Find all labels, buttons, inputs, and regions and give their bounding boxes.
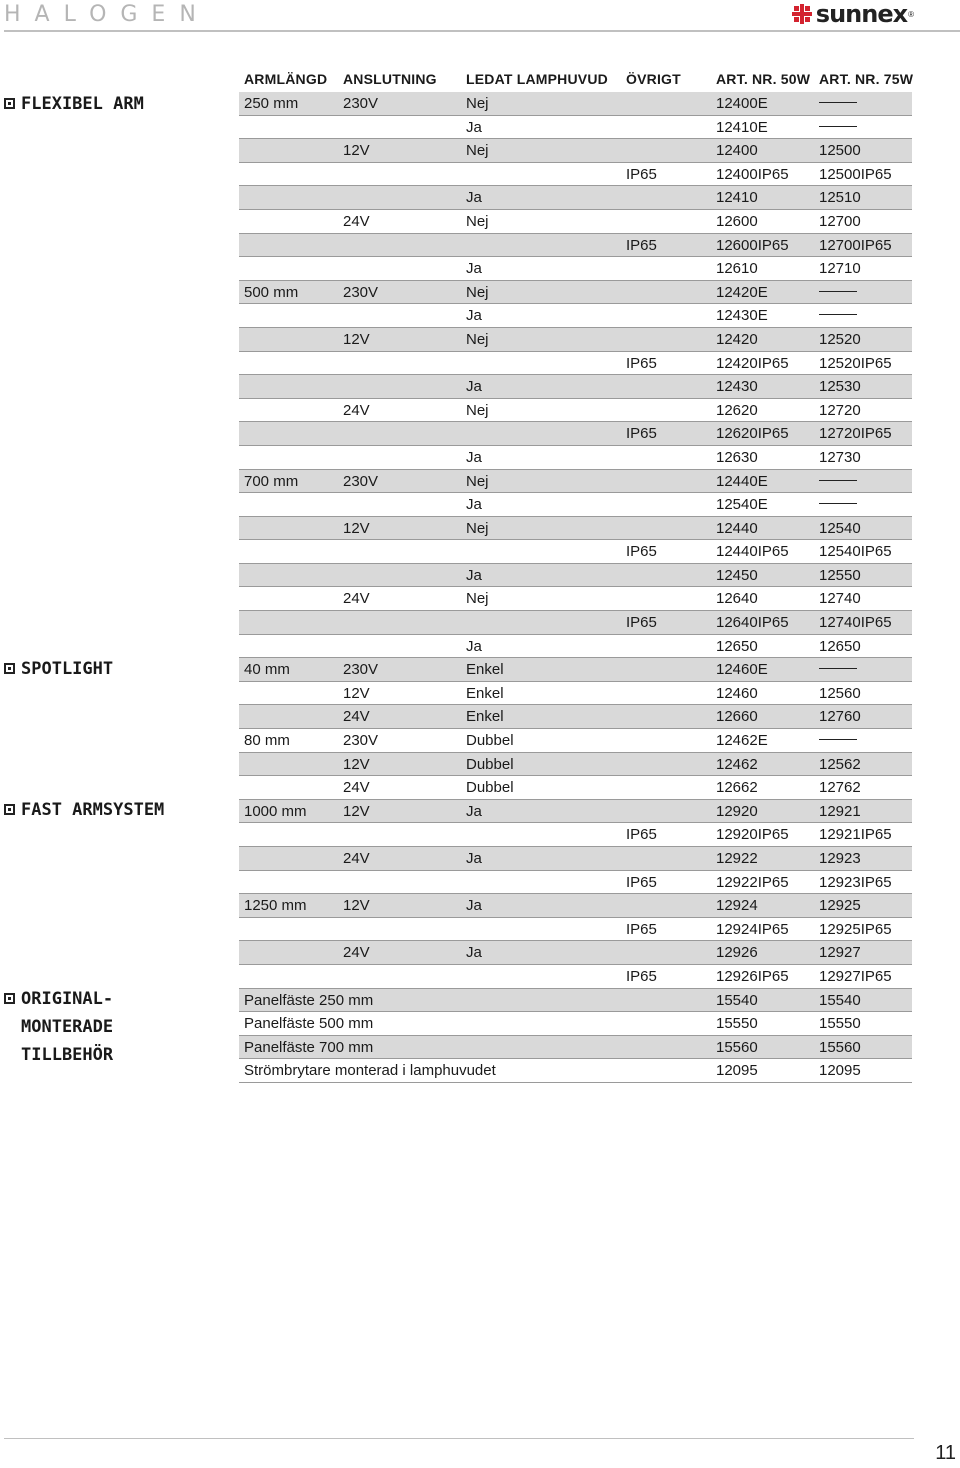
- table-row: [239, 210, 912, 234]
- cell-anslutning: 12V: [343, 330, 370, 348]
- cell-art50: 12926IP65: [716, 967, 789, 985]
- cell-armlangd: 80 mm: [244, 732, 290, 750]
- cell-art75: [819, 307, 857, 324]
- brand-registered-mark: ®: [908, 9, 914, 19]
- cell-ledat: Ja: [466, 897, 482, 915]
- cell-armlangd: 500 mm: [244, 283, 299, 301]
- cell-art50: 12400E: [716, 95, 768, 112]
- bullet-icon: [4, 993, 15, 1004]
- cell-ledat: Nej: [466, 95, 489, 112]
- cell-art50: 12640IP65: [716, 614, 789, 632]
- cell-art75: 12923IP65: [819, 873, 892, 891]
- cell-art75: [819, 732, 857, 749]
- cell-art50: 12462E: [716, 732, 768, 750]
- cell-art50: 12660: [716, 708, 758, 726]
- cell-art50: 12460E: [716, 661, 768, 679]
- cell-ledat: Ja: [466, 566, 482, 584]
- section-fast-armsystem: [4, 796, 164, 824]
- cell-art75: 15560: [819, 1038, 861, 1056]
- section-spotlight: [4, 655, 113, 683]
- not-available-dash: [819, 291, 857, 292]
- cell-art50: 12640: [716, 590, 758, 608]
- cell-art75: 12762: [819, 779, 861, 797]
- section-originalmonterade-tillbehor: [4, 985, 113, 1069]
- cell-art75: 12921: [819, 802, 861, 820]
- table-row: [239, 1036, 912, 1060]
- cell-art75: 12923: [819, 850, 861, 867]
- cell-anslutning: 24V: [343, 708, 370, 726]
- section-title: FAST ARMSYSTEM: [21, 800, 165, 820]
- cell-art75: 12710: [819, 260, 861, 278]
- table-row: [239, 186, 912, 210]
- brand-logo: [792, 2, 914, 26]
- table-row: [239, 1059, 912, 1083]
- cell-ovrigt: IP65: [626, 967, 657, 985]
- cell-anslutning: 12V: [343, 802, 370, 820]
- cell-art75: 12925IP65: [819, 920, 892, 938]
- cell-art50: 12920: [716, 802, 758, 820]
- brand-mark-icon: [792, 4, 812, 24]
- cell-art75: 12500IP65: [819, 165, 892, 183]
- cell-anslutning: 24V: [343, 944, 370, 962]
- cell-anslutning: 24V: [343, 590, 370, 608]
- cell-ovrigt: IP65: [626, 920, 657, 938]
- cell-ledat: Nej: [466, 401, 489, 419]
- col-header-anslutning: ANSLUTNING: [343, 71, 437, 87]
- cell-art75: [819, 661, 857, 678]
- table-row: [239, 234, 912, 258]
- cell-art50: 12924IP65: [716, 920, 789, 938]
- table-row: [239, 116, 912, 140]
- product-table: [239, 92, 912, 1083]
- cell-ledat: Ja: [466, 189, 482, 207]
- cell-ovrigt: IP65: [626, 165, 657, 183]
- cell-art75: 12700IP65: [819, 236, 892, 254]
- cell-art75: 12530: [819, 378, 861, 396]
- cell-anslutning: 12V: [343, 755, 370, 773]
- cell-ovrigt: IP65: [626, 543, 657, 561]
- cell-art75: 15550: [819, 1015, 861, 1033]
- cell-art50: 12450: [716, 566, 758, 584]
- cell-art75: 12730: [819, 448, 861, 466]
- cell-art75: 12540IP65: [819, 543, 892, 561]
- cell-ledat: Ja: [466, 118, 482, 136]
- cell-art75: 12740IP65: [819, 614, 892, 632]
- table-row: [239, 92, 912, 116]
- table-row: [239, 564, 912, 588]
- table-row: [239, 965, 912, 989]
- cell-art50: 12420E: [716, 283, 768, 301]
- cell-art50: 12922IP65: [716, 873, 789, 891]
- cell-armlangd: 700 mm: [244, 472, 299, 490]
- cell-ledat: Nej: [466, 212, 489, 230]
- cell-art50: 12400IP65: [716, 165, 789, 183]
- cell-anslutning: 230V: [343, 732, 379, 750]
- cell-ovrigt: IP65: [626, 614, 657, 632]
- cell-armlangd: Panelfäste 250 mm: [244, 991, 374, 1009]
- bullet-icon: [4, 663, 15, 674]
- cell-anslutning: 24V: [343, 850, 370, 867]
- table-row: [239, 328, 912, 352]
- table-row: [239, 517, 912, 541]
- bullet-icon: [4, 98, 15, 109]
- cell-art50: 12630: [716, 448, 758, 466]
- cell-art50: 12610: [716, 260, 758, 278]
- cell-anslutning: 24V: [343, 401, 370, 419]
- table-row: [239, 257, 912, 281]
- cell-art50: 12662: [716, 779, 758, 797]
- cell-art75: 12540: [819, 519, 861, 537]
- cell-art75: 12510: [819, 189, 861, 207]
- cell-ledat: Ja: [466, 448, 482, 466]
- cell-armlangd: Panelfäste 500 mm: [244, 1015, 374, 1033]
- cell-ledat: Ja: [466, 496, 482, 514]
- cell-art75: 12740: [819, 590, 861, 608]
- table-row: [239, 918, 912, 942]
- cell-art75: 12550: [819, 566, 861, 584]
- cell-ledat: Enkel: [466, 684, 504, 702]
- cell-art75: 12520IP65: [819, 354, 892, 372]
- brand-name: sunnex: [815, 0, 908, 28]
- table-row: [239, 941, 912, 965]
- cell-art75: 12720IP65: [819, 425, 892, 443]
- cell-anslutning: 230V: [343, 283, 379, 301]
- table-row: [239, 989, 912, 1013]
- cell-art50: 12440E: [716, 472, 768, 490]
- table-row: [239, 139, 912, 163]
- cell-ledat: Nej: [466, 590, 489, 608]
- cell-art75: 12760: [819, 708, 861, 726]
- cell-ledat: Ja: [466, 307, 482, 325]
- cell-ledat: Ja: [466, 260, 482, 278]
- cell-ovrigt: IP65: [626, 425, 657, 443]
- cell-ledat: Nej: [466, 142, 489, 160]
- table-row: [239, 847, 912, 871]
- cell-art50: 15550: [716, 1015, 758, 1033]
- cell-art50: 12440IP65: [716, 543, 789, 561]
- cell-ledat: Enkel: [466, 708, 504, 726]
- table-row: [239, 281, 912, 305]
- cell-ovrigt: IP65: [626, 873, 657, 891]
- table-row: [239, 753, 912, 777]
- cell-armlangd: 1000 mm: [244, 802, 307, 820]
- cell-art75: 12925: [819, 897, 861, 915]
- cell-anslutning: 12V: [343, 684, 370, 702]
- table-row: [239, 658, 912, 682]
- cell-art75: 12720: [819, 401, 861, 419]
- cell-ledat: Nej: [466, 283, 489, 301]
- table-row: [239, 871, 912, 895]
- cell-art50: 12922: [716, 850, 758, 867]
- cell-ledat: Ja: [466, 850, 482, 867]
- not-available-dash: [819, 739, 857, 740]
- cell-art50: 12410: [716, 189, 758, 207]
- col-header-ovrigt: ÖVRIGT: [626, 71, 681, 87]
- cell-art75: [819, 95, 857, 112]
- cell-art50: 12430: [716, 378, 758, 396]
- table-row: [239, 304, 912, 328]
- col-header-ledat: LEDAT LAMPHUVUD: [466, 71, 608, 87]
- cell-anslutning: 12V: [343, 519, 370, 537]
- cell-art50: 12600IP65: [716, 236, 789, 254]
- col-header-armlangd: ARMLÄNGD: [244, 71, 328, 87]
- cell-art75: 12927IP65: [819, 967, 892, 985]
- section-title: FLEXIBEL ARM: [21, 94, 144, 114]
- cell-art50: 12440: [716, 519, 758, 537]
- cell-art50: 12650: [716, 637, 758, 655]
- cell-ledat: Ja: [466, 637, 482, 655]
- table-row: [239, 729, 912, 753]
- table-row: [239, 163, 912, 187]
- cell-art50: 12620IP65: [716, 425, 789, 443]
- cell-ovrigt: IP65: [626, 236, 657, 254]
- cell-art75: 12095: [819, 1062, 861, 1080]
- table-row: [239, 682, 912, 706]
- cell-armlangd: 250 mm: [244, 95, 299, 112]
- cell-anslutning: 12V: [343, 142, 370, 160]
- cell-art50: 12420IP65: [716, 354, 789, 372]
- cell-art75: 12562: [819, 755, 861, 773]
- cell-art50: 12620: [716, 401, 758, 419]
- not-available-dash: [819, 314, 857, 315]
- bullet-icon: [4, 804, 15, 815]
- cell-anslutning: 230V: [343, 661, 379, 679]
- cell-art75: 12500: [819, 142, 861, 160]
- table-row: [239, 635, 912, 659]
- cell-ledat: Dubbel: [466, 732, 514, 750]
- not-available-dash: [819, 102, 857, 103]
- cell-ovrigt: IP65: [626, 354, 657, 372]
- cell-anslutning: 12V: [343, 897, 370, 915]
- table-row: [239, 399, 912, 423]
- cell-art75: [819, 284, 857, 301]
- section-flexibel-arm: [4, 90, 144, 118]
- cell-art75: 12700: [819, 212, 861, 230]
- cell-art50: 12400: [716, 142, 758, 160]
- table-row: [239, 776, 912, 800]
- cell-art50: 12460: [716, 684, 758, 702]
- cell-armlangd: 40 mm: [244, 661, 290, 679]
- not-available-dash: [819, 126, 857, 127]
- cell-ledat: Enkel: [466, 661, 504, 679]
- cell-art50: 12920IP65: [716, 826, 789, 844]
- table-row: [239, 446, 912, 470]
- page-title: HALOGEN: [4, 2, 210, 27]
- cell-ledat: Nej: [466, 519, 489, 537]
- cell-art75: 12921IP65: [819, 826, 892, 844]
- cell-art50: 12600: [716, 212, 758, 230]
- header-divider: [4, 30, 960, 32]
- cell-ledat: Nej: [466, 330, 489, 348]
- cell-art75: 12927: [819, 944, 861, 962]
- table-row: [239, 352, 912, 376]
- not-available-dash: [819, 503, 857, 504]
- cell-art50: 12410E: [716, 118, 768, 136]
- cell-armlangd: 1250 mm: [244, 897, 307, 915]
- cell-ovrigt: IP65: [626, 826, 657, 844]
- table-row: [239, 1012, 912, 1036]
- cell-art50: 12540E: [716, 496, 768, 514]
- not-available-dash: [819, 480, 857, 481]
- cell-art50: 12430E: [716, 307, 768, 325]
- cell-art75: [819, 119, 857, 136]
- table-row: [239, 587, 912, 611]
- section-title: ORIGINAL- MONTERADE TILLBEHÖR: [21, 989, 114, 1065]
- cell-ledat: Ja: [466, 378, 482, 396]
- cell-art75: 12560: [819, 684, 861, 702]
- cell-armlangd: Strömbrytare monterad i lamphuvudet: [244, 1062, 496, 1080]
- cell-art50: 12420: [716, 330, 758, 348]
- table-row: [239, 540, 912, 564]
- cell-art50: 12095: [716, 1062, 758, 1080]
- not-available-dash: [819, 668, 857, 669]
- cell-art75: 15540: [819, 991, 861, 1009]
- cell-ledat: Dubbel: [466, 779, 514, 797]
- cell-art75: [819, 496, 857, 513]
- cell-ledat: Ja: [466, 802, 482, 820]
- cell-art50: 15540: [716, 991, 758, 1009]
- table-row: [239, 705, 912, 729]
- cell-ledat: Ja: [466, 944, 482, 962]
- cell-anslutning: 230V: [343, 95, 379, 112]
- cell-art50: 12924: [716, 897, 758, 915]
- cell-anslutning: 24V: [343, 212, 370, 230]
- table-row: [239, 800, 912, 824]
- table-row: [239, 894, 912, 918]
- footer-divider: [4, 1438, 914, 1439]
- col-header-art50: ART. NR. 50W: [716, 71, 811, 87]
- table-row: [239, 422, 912, 446]
- cell-art50: 15560: [716, 1038, 758, 1056]
- page-number: 11: [935, 1442, 956, 1464]
- table-row: [239, 375, 912, 399]
- cell-art75: 12650: [819, 637, 861, 655]
- table-row: [239, 823, 912, 847]
- table-row: [239, 611, 912, 635]
- section-title: SPOTLIGHT: [21, 659, 114, 679]
- cell-art75: [819, 473, 857, 490]
- cell-anslutning: 230V: [343, 472, 379, 490]
- cell-art75: 12520: [819, 330, 861, 348]
- cell-anslutning: 24V: [343, 779, 370, 797]
- table-row: [239, 493, 912, 517]
- table-row: [239, 470, 912, 494]
- cell-art50: 12462: [716, 755, 758, 773]
- cell-armlangd: Panelfäste 700 mm: [244, 1038, 374, 1056]
- cell-art50: 12926: [716, 944, 758, 962]
- col-header-art75: ART. NR. 75W: [819, 71, 914, 87]
- cell-ledat: Nej: [466, 472, 489, 490]
- cell-ledat: Dubbel: [466, 755, 514, 773]
